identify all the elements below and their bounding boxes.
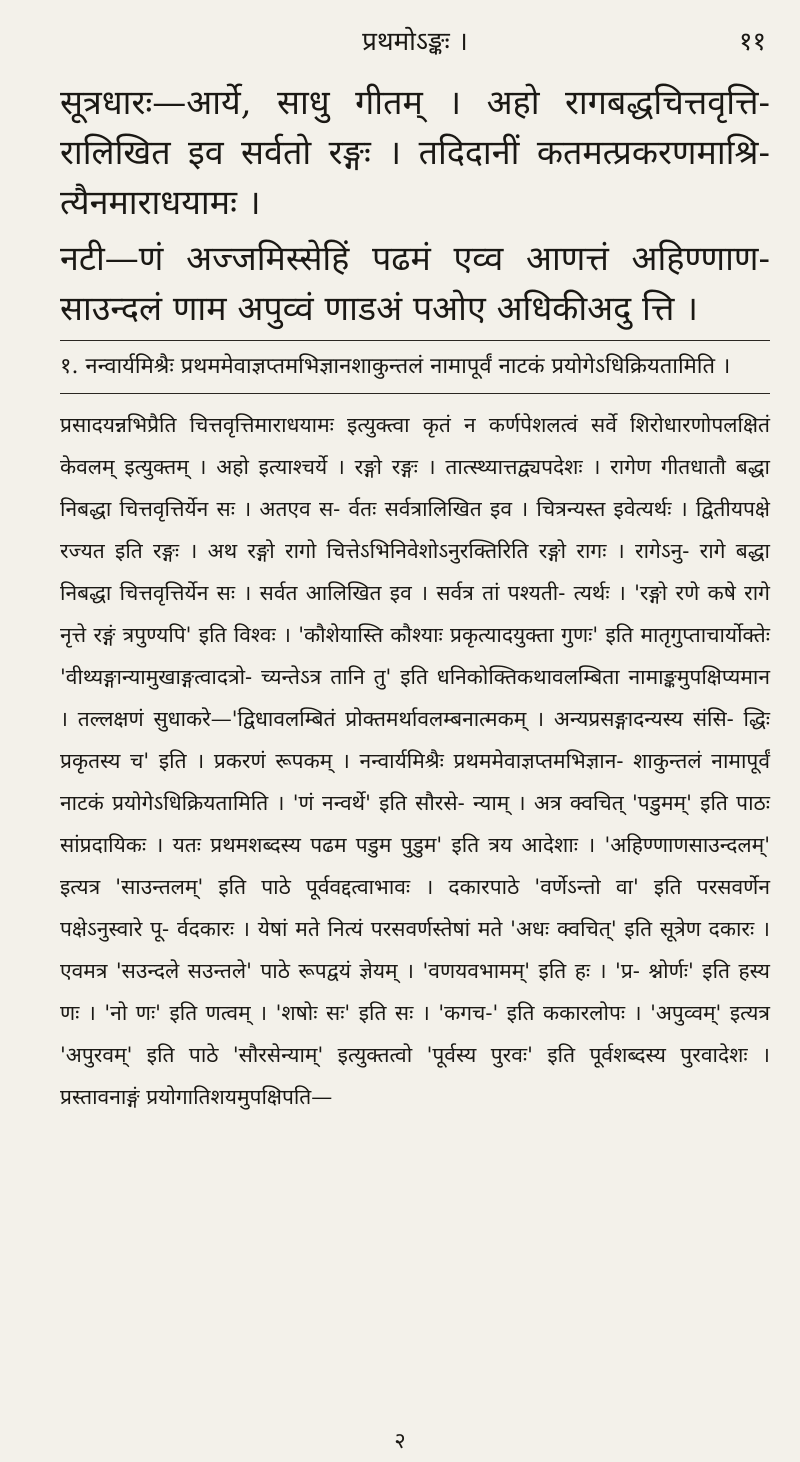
footer-page-number: २ bbox=[394, 1429, 406, 1454]
document-page bbox=[60, 0, 770, 1462]
running-title: प्रथमोऽङ्कः । bbox=[362, 27, 468, 57]
verse-sutradhara: सूत्रधारः—आर्ये, साधु गीतम् । अहो रागबद्धचित्तवृत्ति- रालिखित इव सर्वतो रङ्गः । तदिदानीं कतमत्प्रकरणमाश्रि- त्यैनमाराधयामः । bbox=[60, 83, 770, 223]
rule-top bbox=[60, 340, 770, 341]
sanskrit-chaya-footnote: १. नन्वार्यमिश्रैः प्रथममेवाज्ञप्तमभिज्ञानशाकुन्तलं नामापूर्वं नाटकं प्रयोगेऽधिक्रियतामिति । bbox=[60, 354, 731, 379]
page-number: ११ bbox=[738, 27, 766, 57]
page-header bbox=[60, 0, 770, 78]
rule-bottom bbox=[60, 393, 770, 394]
commentary-text: प्रसादयन्नभिप्रैति चित्तवृत्तिमाराधयामः इत्युक्त्वा कृतं न कर्णपेशलत्वं सर्वे शिरोधारणोपलक्षितं केवलम् इत्युक्तम् । अहो इत्याश्चर्ये । रङ्गो रङ्गः । तात्स्थ्यात्तद्व्यपदेशः । रागेण गीतधातौ बद्धा निबद्धा चित्तवृत्तिर्येन सः । अतएव स- र्वतः सर्वत्रालिखित इव । चित्रन्यस्त इवेत्यर्थः । द्वितीयपक्षे रज्यत इति रङ्गः । अथ रङ्गो रागो चित्तेऽभिनिवेशोऽनुरक्तिरिति रङ्गो रागः । रागेऽनु- रागे बद्धा निबद्धा चित्तवृत्तिर्येन सः । सर्वत आलिखित इव । सर्वत्र तां पश्यती- त्यर्थः । 'रङ्गो रणे कषे रागे नृत्ते रङ्गं त्रपुण्यपि' इति विश्वः । 'कौशेयास्ति कौश्याः प्रकृत्यादयुक्ता गुणः' इति मातृगुप्ताचार्योक्तेः 'वीथ्यङ्गान्यामुखाङ्गत्वादत्रो- च्यन्तेऽत्र तानि तु' इति धनिकोक्तिकथावलम्बिता नामाङ्कमुपक्षिप्यमान । तल्लक्षणं सुधाकरे—'द्विधावलम्बितं प्रोक्तमर्थावलम्बनात्मकम् । अन्यप्रसङ्गादन्यस्य संसि- द्धिः प्रकृतस्य च' इति । प्रकरणं रूपकम् । नन्वार्यमिश्रैः प्रथममेवाज्ञप्तमभिज्ञान- शाकुन्तलं नामापूर्वं नाटकं प्रयोगेऽधिक्रियतामिति । 'णं नन्वर्थे' इति सौरसे- न्याम् । अत्र क्वचित् 'पडुमम्' इति पाठः सांप्रदायिकः । यतः प्रथमशब्दस्य पढम पडुम पुडुम' इति त्रय आदेशाः । 'अहिण्णाणसाउन्दलम्' इत्यत्र 'साउन्तलम्' इति पाठे पूर्ववद्दत्वाभावः । दकारपाठे 'वर्णेऽन्तो वा' इति परसवर्णेन पक्षेऽनुस्वारे पू- र्वदकारः । येषां मते नित्यं परसवर्णस्तेषां मते 'अधः क्वचित्' इति सूत्रेण दकारः । एवमत्र 'सउन्दले सउन्तले' पाठे रूपद्वयं ज्ञेयम् । 'वणयवभामम्' इति हः । 'प्र- श्नोर्णः' इति हस्य णः । 'नो णः' इति णत्वम् । 'शषोः सः' इति सः । 'कगच-' इति ककारलोपः । 'अपुव्वम्' इत्यत्र 'अपुरवम्' इति पाठे 'सौरसेन्याम्' इत्युक्तत्वो 'पूर्वस्य पुरवः' इति पूर्वशब्दस्य पुरवादेशः । प्रस्तावनाङ्गं प्रयोगातिशयमुपक्षिपति— bbox=[60, 413, 770, 1109]
verse-nati: नटी—णं अज्जमिस्सेहिं पढमं एव्व आणत्तं अहिण्णाण- साउन्दलं णाम अपुव्वं णाडअं पओए अधिकीअदु त्ति । bbox=[60, 239, 770, 329]
